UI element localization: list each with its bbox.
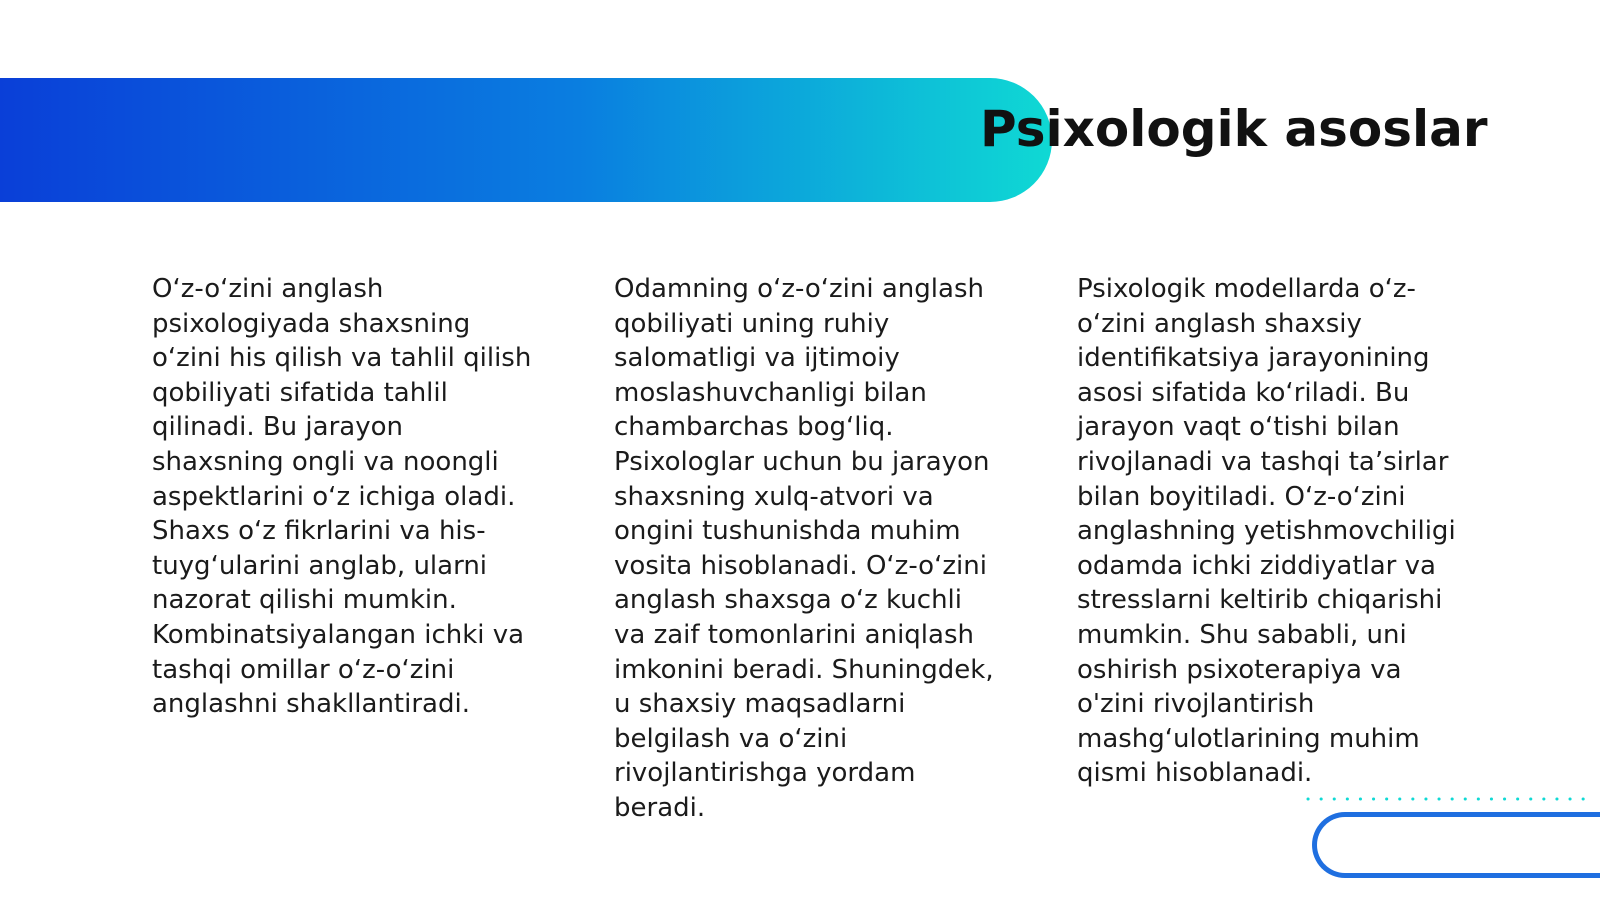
text-column-1: O‘z-o‘zini anglash psixologiyada shaxsning o‘zini his qilish va tahlil qilish qobiliyati sifatida tahlil qilinadi. Bu jarayon shaxsning ongli va noongli aspektlarini o‘z ichiga oladi. Shaxs o‘z fikrlarini va his-tuyg‘ularini anglab, ularni nazorat qilishi mumkin. Kombinatsiyalangan ichki va tashqi omillar o‘z-o‘zini anglashni shakllantiradi. [152,274,532,720]
text-column-3: Psixologik modellarda o‘z-o‘zini anglash shaxsiy identifikatsiya jarayonining asosi sifatida ko‘riladi. Bu jarayon vaqt o‘tishi bilan rivojlanadi va tashqi ta’sirlar bilan boyitiladi. O‘z-o‘zini anglashning yetishmovchiligi odamda ichki ziddiyatlar va stresslarni keltirib chiqarishi mumkin. Shu sababli, uni oshirish psixoterapiya va o'zini rivojlantirish mashg‘ulotlarining muhim qismi hisoblanadi. [1077,274,1456,789]
header-gradient-band [0,78,1052,202]
pill-outline-decoration [1312,812,1600,878]
slide-title: Psixologik asoslar [980,100,1488,158]
text-column-2: Odamning o‘z-o‘zini anglash qobiliyati uning ruhiy salomatligi va ijtimoiy moslashuvchanligi bilan chambarchas bog‘liq. Psixologlar uchun bu jarayon shaxsning xulq-atvori va ongini tushunishda muhim vosita hisoblanadi. O‘z-o‘zini anglash shaxsga o‘z kuchli va zaif tomonlarini aniqlash imkonini beradi. Shuningdek, u shaxsiy maqsadlarni belgilash va o‘zini rivojlantirishga yordam beradi. [614,274,994,823]
dotted-line-decoration [1306,797,1596,801]
